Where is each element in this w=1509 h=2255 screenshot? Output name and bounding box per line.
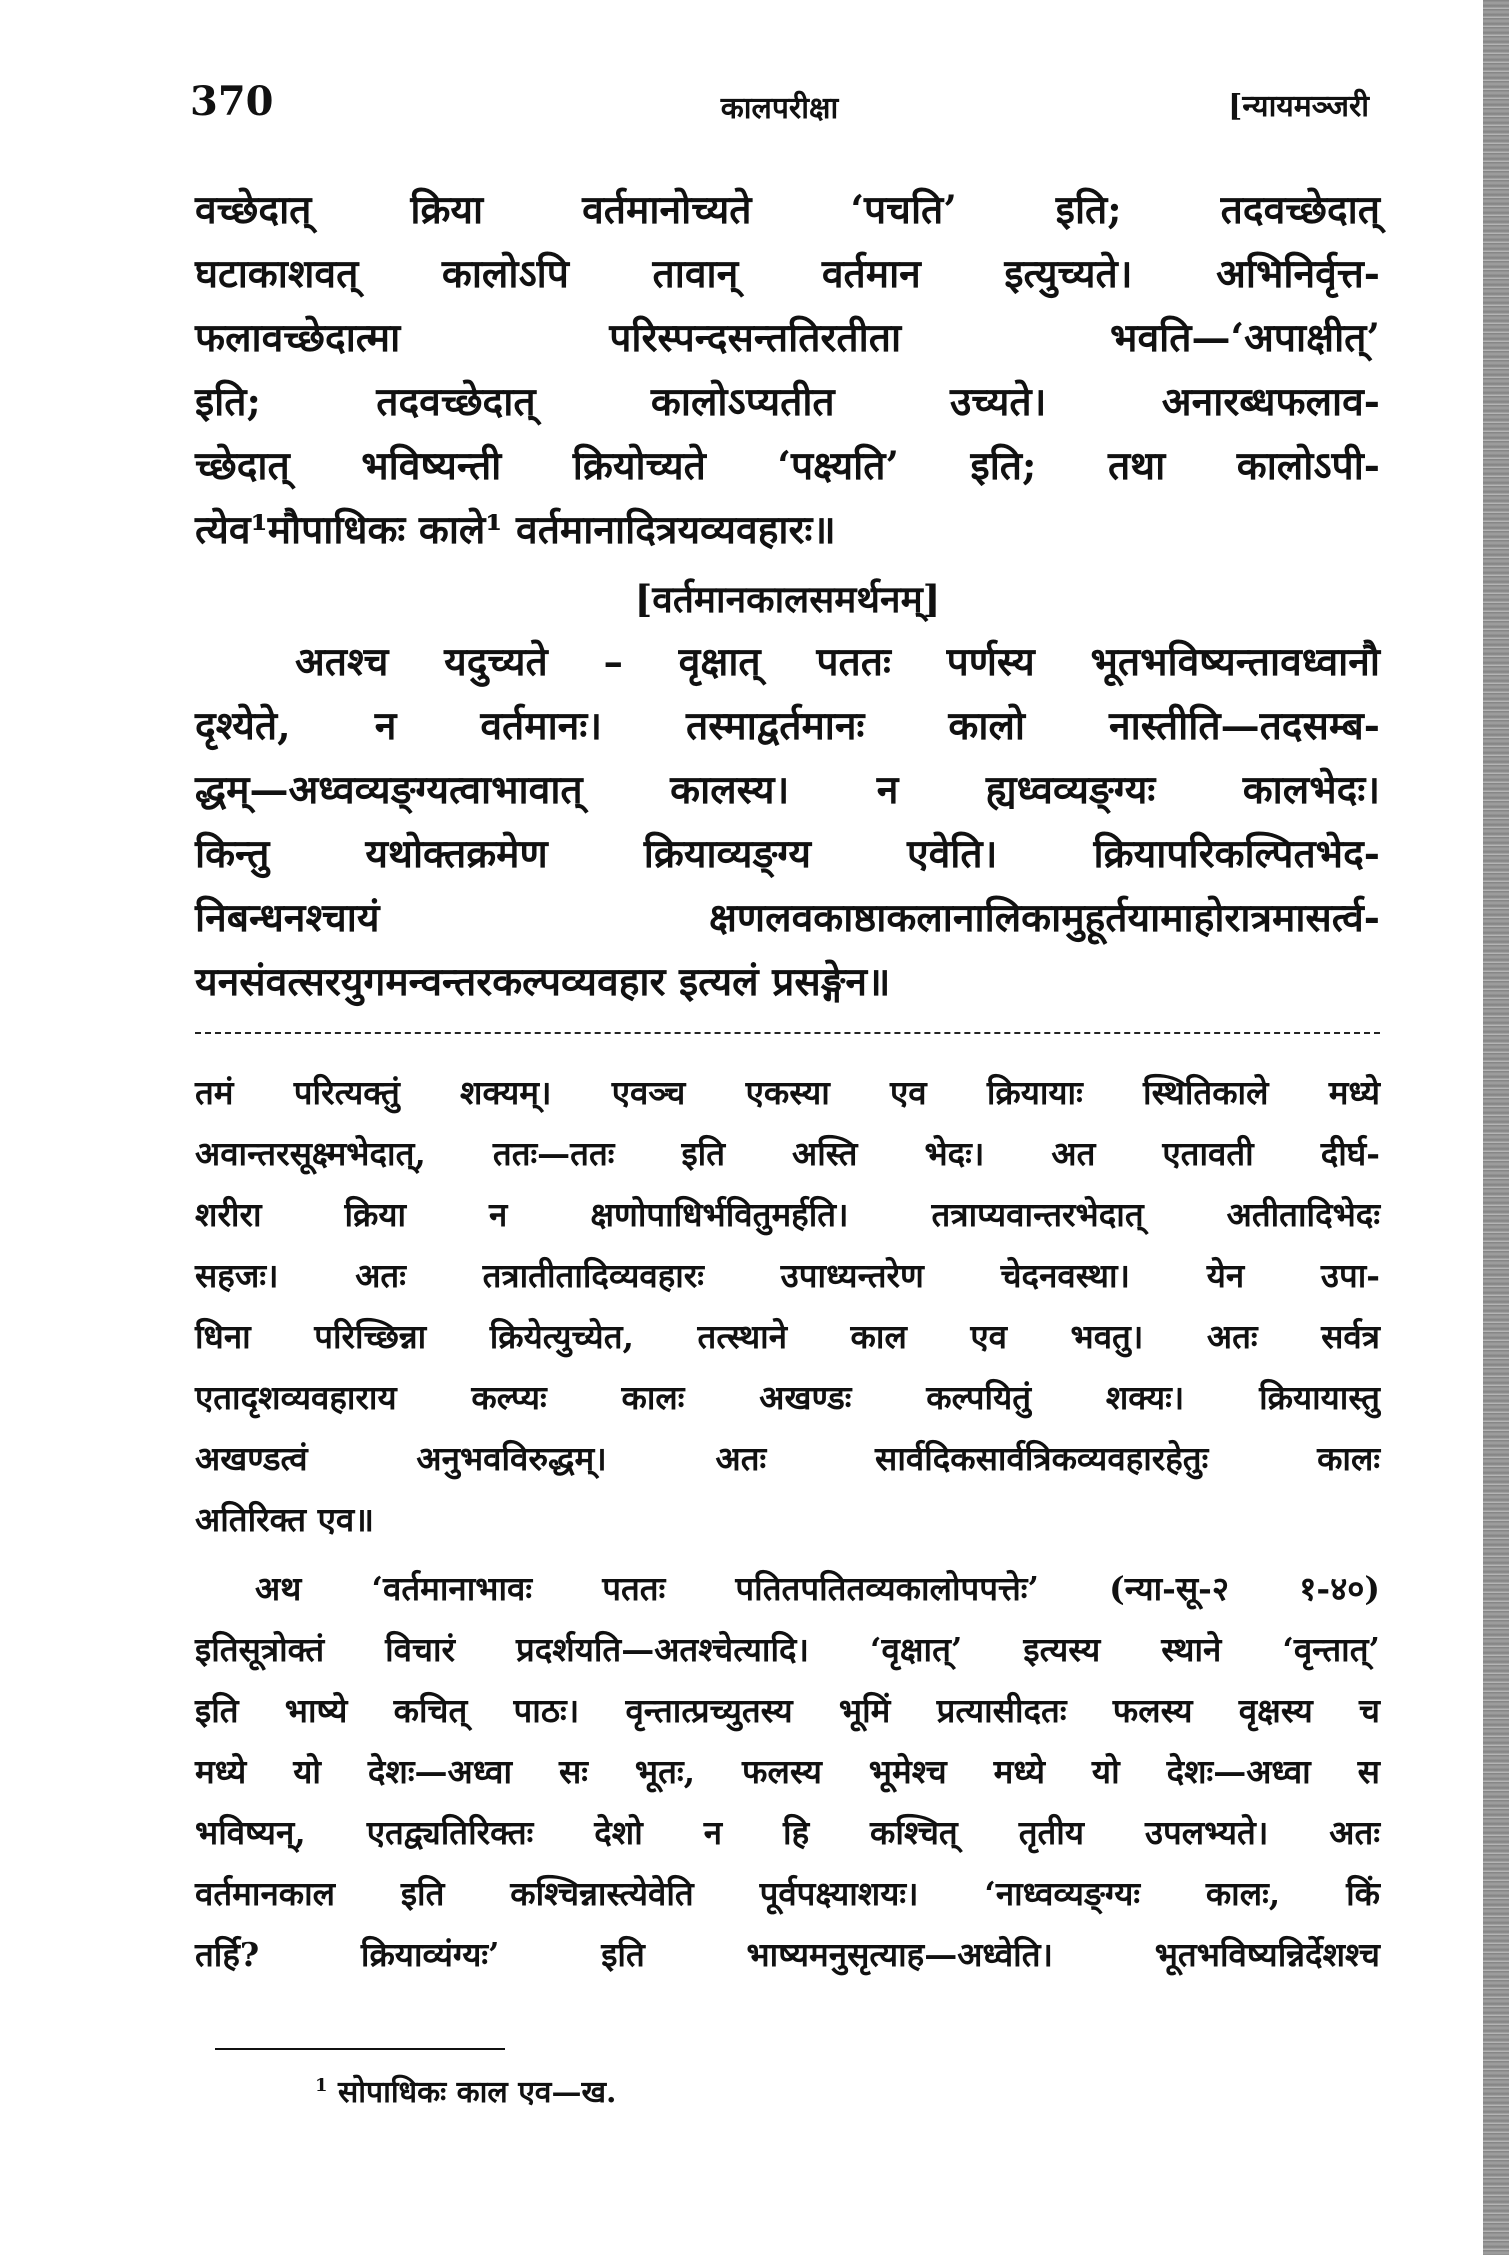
commentary-line: अखण्डत्वं अनुभवविरुद्धम्। अतः सार्वदिकसार्वत्रिकव्यवहारहेतुः कालः bbox=[195, 1439, 1380, 1478]
commentary-line: वर्तमानकाल इति कश्चिन्नास्त्येवेति पूर्वपक्ष्याशयः। ‘नाध्वव्यङ्ग्यः कालः, किं bbox=[195, 1874, 1380, 1913]
commentary-line: तमं परित्यक्तुं शक्यम्। एवञ्च एकस्या एव क्रियायाः स्थितिकाले मध्ये bbox=[195, 1073, 1380, 1112]
main-line: इति; तदवच्छेदात् कालोऽप्यतीत उच्यते। अनारब्धफलाव- bbox=[195, 379, 1380, 425]
commentary-line: इतिसूत्रोक्तं विचारं प्रदर्शयति—अतश्चेत्यादि। ‘वृक्षात्’ इत्यस्य स्थाने ‘वृन्तात्’ bbox=[195, 1630, 1380, 1669]
main-line: फलावच्छेदात्मा परिस्पन्दसन्ततिरतीता भवति—‘अपाक्षीत्’ bbox=[195, 315, 1380, 361]
commentary-line: इति भाष्ये कचित् पाठः। वृन्तात्प्रच्युतस्य भूमिं प्रत्यासीदतः फलस्य वृक्षस्य च bbox=[195, 1691, 1380, 1730]
commentary-line: शरीरा क्रिया न क्षणोपाधिर्भवितुमर्हति। तत्राप्यवान्तरभेदात् अतीतादिभेदः bbox=[195, 1195, 1380, 1234]
running-reference: [न्यायमञ्जरी bbox=[1228, 89, 1369, 124]
main-line: वच्छेदात् क्रिया वर्तमानोच्यते ‘पचति’ इति; तदवच्छेदात् bbox=[195, 187, 1380, 233]
main-line: यनसंवत्सरयुगमन्वन्तरकल्पव्यवहार इत्यलं प्रसङ्गेन॥ bbox=[195, 959, 891, 1005]
main-line: किन्तु यथोक्तक्रमेण क्रियाव्यङ्ग्य एवेति। क्रियापरिकल्पितभेद- bbox=[195, 831, 1380, 877]
commentary-line: एतादृशव्यवहाराय कल्प्यः कालः अखण्डः कल्पयितुं शक्यः। क्रियायास्तु bbox=[195, 1378, 1380, 1417]
commentary-line: धिना परिच्छिन्ना क्रियेत्युच्येत, तत्स्थाने काल एव भवतु। अतः सर्वत्र bbox=[195, 1317, 1380, 1356]
page-number: 370 bbox=[190, 78, 274, 125]
scan-edge-shadow bbox=[1483, 0, 1509, 2255]
section-divider bbox=[195, 1032, 1380, 1034]
main-line: घटाकाशवत् कालोऽपि तावान् वर्तमान इत्युच्यते। अभिनिर्वृत्त- bbox=[195, 251, 1380, 297]
footnote-rule bbox=[215, 2048, 505, 2050]
commentary-line: सहजः। अतः तत्रातीतादिव्यवहारः उपाध्यन्तरेण चेदनवस्था। येन उपा- bbox=[195, 1256, 1380, 1295]
main-line: निबन्धनश्चायं क्षणलवकाष्ठाकलानालिकामुहूर्तयामाहोरात्रमासर्त्व- bbox=[195, 895, 1380, 941]
main-text bbox=[195, 178, 1380, 1014]
commentary-line: अथ ‘वर्तमानाभावः पततः पतितपतितव्यकालोपपत्तेः’ (न्या-सू-२ १-४०) bbox=[255, 1569, 1380, 1608]
commentary bbox=[195, 1062, 1380, 1985]
commentary-line: अवान्तरसूक्ष्मभेदात्, ततः—ततः इति अस्ति भेदः। अत एतावती दीर्घ- bbox=[195, 1134, 1380, 1173]
footnote bbox=[315, 2070, 616, 2111]
commentary-line: भविष्यन्, एतद्व्यतिरिक्तः देशो न हि कश्चित् तृतीय उपलभ्यते। अतः bbox=[195, 1813, 1380, 1852]
commentary-line: मध्ये यो देशः—अध्वा सः भूतः, फलस्य भूमेश्च मध्ये यो देशः—अध्वा स bbox=[195, 1752, 1380, 1791]
running-title: कालपरीक्षा bbox=[720, 91, 839, 126]
footnote-marker: 1 bbox=[315, 2075, 328, 2096]
page-header bbox=[190, 78, 1369, 138]
main-line: अतश्च यदुच्यते – वृक्षात् पततः पर्णस्य भूतभविष्यन्तावध्वानौ bbox=[295, 639, 1380, 685]
section-heading: [वर्तमानकालसमर्थनम्] bbox=[634, 577, 941, 621]
commentary-line: अतिरिक्त एव॥ bbox=[195, 1500, 374, 1539]
main-line: त्येव¹मौपाधिकः काले¹ वर्तमानादित्रयव्यवहारः॥ bbox=[195, 507, 836, 553]
commentary-line: तर्हि? क्रियाव्यंग्यः’ इति भाष्यमनुसृत्याह—अध्वेति। भूतभविष्यन्निर्देशश्च bbox=[195, 1935, 1380, 1974]
main-line: द्धम्—अध्वव्यङ्ग्यत्वाभावात् कालस्य। न ह्यध्वव्यङ्ग्यः कालभेदः। bbox=[195, 767, 1380, 813]
footnote-text: सोपाधिकः काल एव—ख. bbox=[337, 2075, 617, 2110]
main-line: च्छेदात् भविष्यन्ती क्रियोच्यते ‘पक्ष्यति’ इति; तथा कालोऽपी- bbox=[195, 443, 1380, 489]
main-line: दृश्येते, न वर्तमानः। तस्माद्वर्तमानः कालो नास्तीति—तदसम्ब- bbox=[195, 703, 1380, 749]
